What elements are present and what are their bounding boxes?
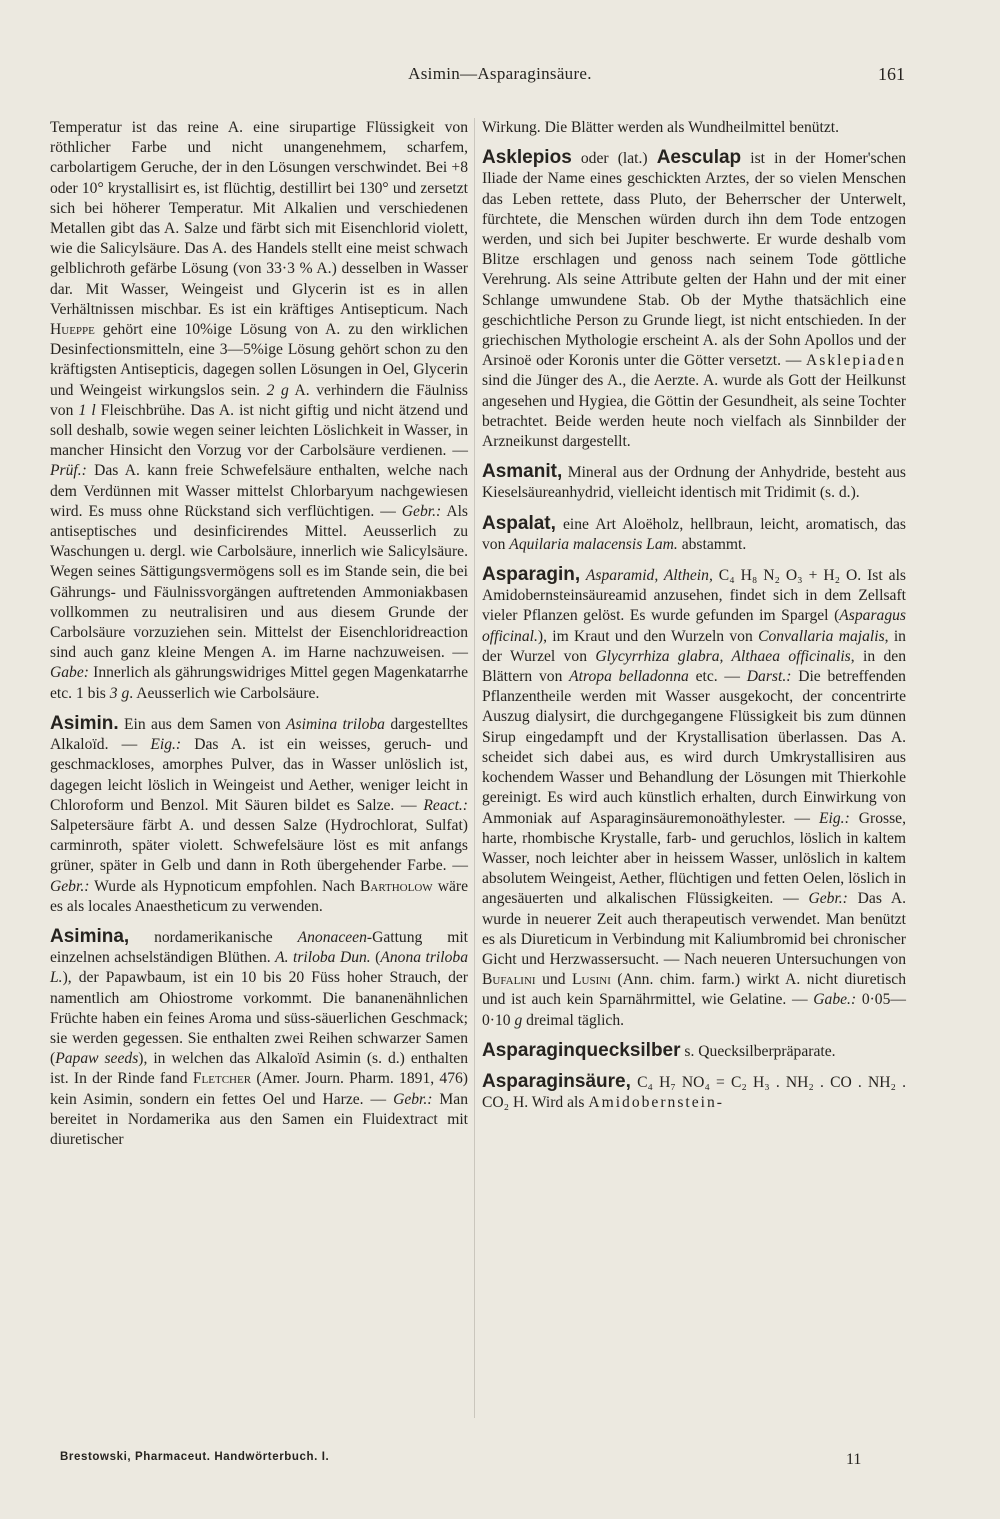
author-name: Bartholow (359, 877, 433, 895)
left-column (50, 118, 468, 1150)
headword: Asparagin, (482, 564, 581, 586)
author-name: Fletcher (192, 1070, 252, 1088)
entry-asparaginsaeure: Asparaginsäure, C₄ H₇ NO₄ = C₂ H₃ . NH₂ . CO . NH₂ . CO₂ H. Wird als Amidobernstein- (482, 1070, 906, 1112)
asimina-continuation: Wirkung. Die Blätter werden als Wundheilmittel benützt. (482, 119, 840, 136)
column-divider (474, 118, 475, 1418)
entry-asimina: Asimina, nordamerikanische Anonaceen-Gattung mit einzelnen achselständigen Blüthen. A. triloba Dun. (Anona triloba L.), der Papawbaum, ist ein 10 bis 20 Füss hoher Strauch, der namentlich am Ohiostrome vorkommt. Die bananenähnlichen Früchte haben ein feines Aroma und süss-säuerlichen Geschmack; sie werden gegessen. Sie enthalten zwei Reihen schwarzer Samen (Papaw seeds), in welchen das Alkaloïd Asimin (s. d.) enthalten ist. In der Rinde fand Fletcher (Amer. Journ. Pharm. 1891, 476) kein Asimin, sondern ein fettes Oel und Harze. — Gebr.: Man bereitet in Nordamerika aus den Samen ein Fluidextract mit diuretischer (50, 925, 469, 1148)
entry-asmanit: Asmanit, Mineral aus der Ordnung der Anhydride, besteht aus Kieselsäureanhydrid, vielleicht identisch mit Tridimit (s. d.). (482, 461, 906, 502)
entry-asparaginquecksilber: Asparaginquecksilber s. Quecksilberpräparate. (482, 1039, 836, 1061)
entry-asklepios: Asklepios oder (lat.) Aesculap ist in der Homer'schen Iliade der Name eines geschickten Arztes, der so vielen Menschen das Leben rettete, dass Pluto, der Beherrscher der Unterwelt, fürchtete, die Menschen würden durch ihn dem Tode entzogen werden, und sich bei Jupiter beschwerte. Er wurde deshalb vom Blitze erschlagen und genoss nach seinem Tode göttliche Verehrung. Als seine Attribute gelten der Hahn und der mit einer Schlange umwundene Stab. Ob der Mythe thatsächlich eine geschichtliche Person zu Grunde liegt, ist nicht entschieden. In der griechischen Mythologie erscheint A. als der Sohn Apollos und der Arsinoë oder Koronis unter die Götter versetzt. — Asklepiaden sind die Jünger des A., die Aerzte. A. wurde als Gott der Heilkunst angesehen und Hygiea, die Göttin der Gesundheit, als seine Tochter betrachtet. Beide werden heute noch vielfach als Sinnbilder der Arzneikunst dargestellt. (482, 147, 907, 451)
headword: Asklepios (482, 147, 572, 169)
headword: Aesculap (656, 147, 742, 169)
asparaginsaeure-continuation: Temperatur ist das reine A. eine sirupartige Flüssigkeit von röthlicher Farbe und nicht unangenehmem, scharfem, carbolartigem Geruche, der in den Lösungen verschwindet. Bei +8 oder 10° krystallisirt es, ist flüchtig, destillirt bei 130° und zersetzt sich bei höherer Temperatur. Mit Alkalien und verschiedenen Metallen gibt das A. Salze und färbt sich mit Eisenchlorid violett, wie die Salicylsäure. Das A. des Handels stellt eine meist schwach gelblichroth gefärbe Lösung (von 33·3 % A.) desselben in Wasser dar. Mit Wasser, Weingeist und Glycerin ist es in allen Verhältnissen mischbar. Es ist ein kräftiges Antisepticum. Nach Hueppe gehört eine 10%ige Lösung von A. zu den wirklichen Desinfectionsmitteln, eine 3—5%ige Lösung gehört schon zu den kräftigsten Antisepticis, dagegen sollen Lösungen in Oel, Glycerin und Weingeist wirkungslos sein. 2 g A. verhindern die Fäulniss von 1 l Fleischbrühe. Das A. ist nicht giftig und nicht ätzend und soll deshalb, sowie wegen seiner leichten Löslichkeit in Wasser, in mancher Hinsicht den Vorzug vor der Carbolsäure verdienen. — Prüf.: Das A. kann freie Schwefelsäure enthalten, welche nach dem Verdünnen mit Wasser mittelst Chlorbaryum nachgewiesen wird. Es muss ohne Rückstand sich verflüchtigen. — Gebr.: Als antiseptisches und desinficirendes Mittel. Aeusserlich zu Waschungen u. dergl. wie Carbolsäure, innerlich wie Salicylsäure. Wegen seines Sättigungsvermögens soll es im Stande sein, die bei Gährungs- und Fäulnissvorgängen auftretenden Ammoniakbasen vollkommen zu neutralisiren und aus diesem Grunde der Carbolsäure vorzuziehen sein. Mittelst der Eisenchloridreaction sind auch ganz kleine Mengen A. im Harne nachzuweisen. — Gabe: Innerlich als gährungswidriges Mittel gegen Magenkatarrhe etc. 1 bis 3 g. Aeusserlich wie Carbolsäure. (50, 119, 468, 702)
headword: Aspalat, (482, 512, 556, 534)
headword: Asimina, (50, 925, 130, 947)
right-column (482, 118, 906, 1113)
headword: Asparaginsäure, (482, 1070, 631, 1092)
entry-asparagin: Asparagin, Asparamid, Althein, C₄ H₈ N₂ O₃ + H₂ O. Ist als Amidobernsteinsäureamid anzusehen, findet sich in dem Zellsaft vieler Pflanzen gelöst. Es wurde gefunden im Spargel (Asparagus officinal.), im Kraut und den Wurzeln von Convallaria majalis, in der Wurzel von Glycyrrhiza glabra, Althaea officinalis, in den Blättern von Atropa belladonna etc. — Darst.: Die betreffenden Pflanzentheile werden mit Wasser ausgekocht, der concentrirte Auszug dialysirt, die durchgegangene Flüssigkeit bis zum dünnen Sirup eingedampft und der Krystallisation überlassen. Das A. scheidet sich dabei aus, es wird durch Umkrystallisiren aus kochendem Wasser und Behandlung der Lösungen mit Thierkohle gereinigt. Es wird auch künstlich erhalten, durch Einwirkung von Ammoniak auf Asparaginsäuremonoäthylester. — Eig.: Grosse, harte, rhombische Krystalle, farb- und geruchlos, löslich in kaltem Wasser, noch leichter aber in heissem Wasser, unlöslich in kaltem absolutem Weingeist, Aether, flüchtigen und fetten Oelen, löslich in angesäuerten und alkalischen Flüssigkeiten. — Gebr.: Das A. wurde in neuerer Zeit auch therapeutisch verwendet. Man benützt es als Diureticum in Verbindung mit Kaliumbromid bei chronischer Gicht und Herzwassersucht. — Nach neueren Untersuchungen von Bufalini und Lusini (Ann. chim. farm.) wirkt A. nicht diuretisch und ist auch kein Sparnährmittel, wie Gelatine. — Gabe.: 0·05—0·10 g dreimal täglich. (482, 564, 906, 1029)
running-header: Asimin—Asparaginsäure. (408, 64, 592, 83)
headword: Asmanit, (482, 461, 563, 483)
headword: Asimin. (50, 712, 119, 734)
sheet-signature: 11 (846, 1451, 862, 1468)
headword: Asparaginquecksilber (482, 1039, 681, 1061)
author-name: Lusini (572, 971, 611, 989)
author-name: Bufalini (482, 971, 536, 989)
entry-asimin: Asimin. Ein aus dem Samen von Asimina triloba dargestelltes Alkaloïd. — Eig.: Das A. ist ein weisses, geruch- und geschmackloses, amorphes Pulver, das in Wasser unlöslich ist, dagegen leicht löslich in Weingeist und Aether, weniger leicht in Chloroform und Benzol. Mit Säuren bildet es Salze. — React.: Salpetersäure färbt A. und dessen Salze (Hydrochlorat, Sulfat) carminroth, später violett. Schwefelsäure löst es mit anfangs grüner, später in Gelb und dann in Roth übergehender Farbe. — Gebr.: Wurde als Hypnoticum empfohlen. Nach Bartholow wäre es als locales Anaestheticum zu verwenden. (50, 712, 469, 915)
footer-imprint: Brestowski, Pharmaceut. Handwörterbuch. I. (60, 1451, 330, 1463)
author-name: Hueppe (50, 321, 95, 339)
entry-aspalat: Aspalat, eine Art Aloëholz, hellbraun, leicht, aromatisch, das von Aquilaria malacensis Lam. abstammt. (482, 512, 906, 553)
page-number: 161 (878, 64, 905, 84)
